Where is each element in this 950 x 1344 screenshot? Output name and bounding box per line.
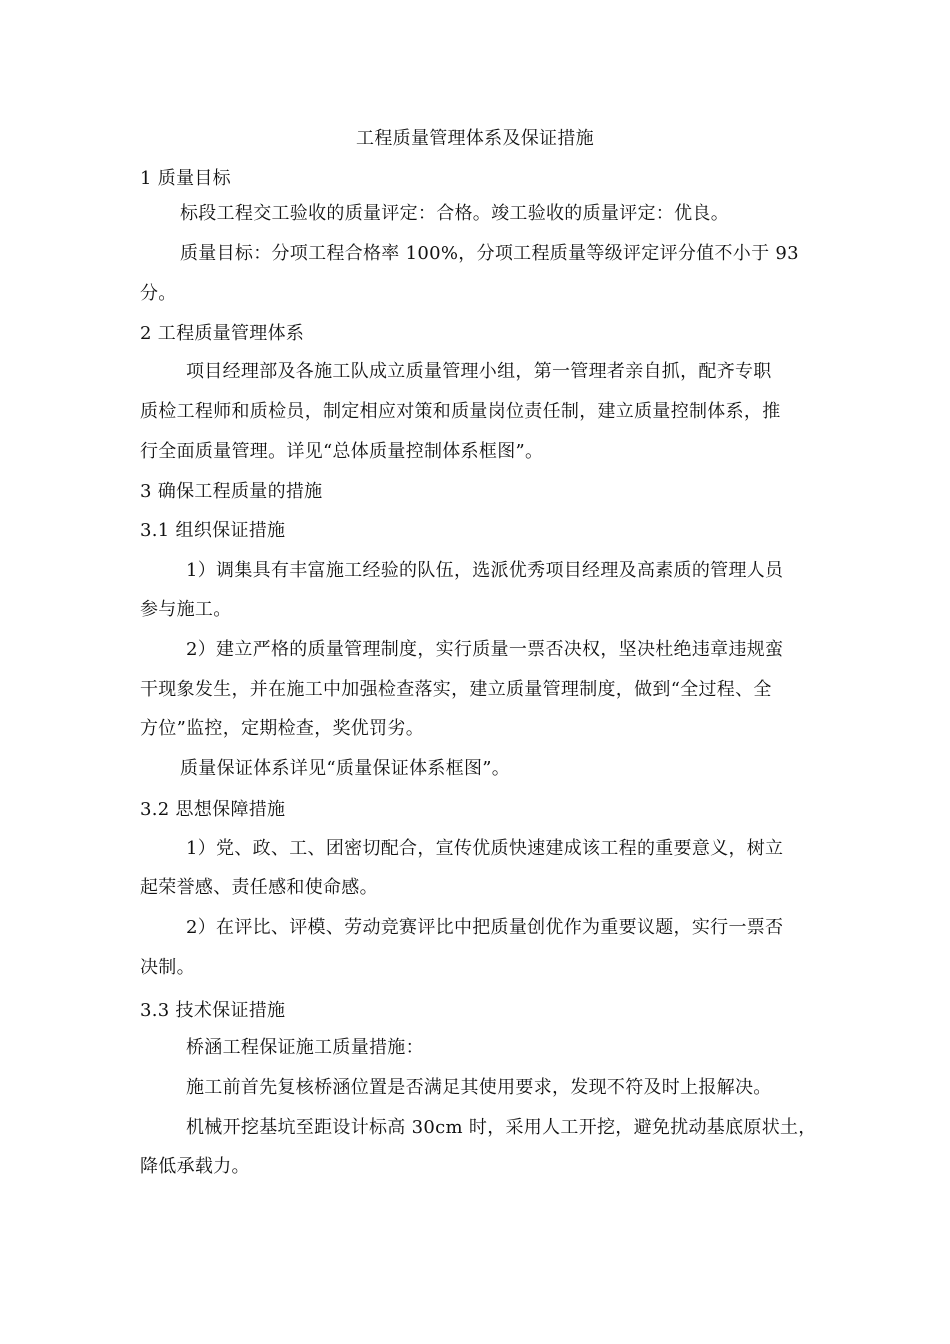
- section-heading: 2 工程质量管理体系: [140, 323, 305, 344]
- subsection-heading: 3.3 技术保证措施: [140, 1000, 286, 1021]
- paragraph-line: 标段工程交工验收的质量评定：合格。竣工验收的质量评定：优良。: [180, 203, 729, 224]
- paragraph-line: 1）党、政、工、团密切配合，宣传优质快速建成该工程的重要意义，树立: [186, 838, 784, 859]
- paragraph-line: 质检工程师和质检员，制定相应对策和质量岗位责任制，建立质量控制体系，推: [140, 401, 781, 422]
- section-heading: 3 确保工程质量的措施: [140, 481, 323, 502]
- paragraph-line: 行全面质量管理。详见“总体质量控制体系框图”。: [140, 441, 544, 462]
- paragraph-line: 干现象发生，并在施工中加强检查落实，建立质量管理制度，做到“全过程、全: [140, 679, 772, 700]
- paragraph-line: 1）调集具有丰富施工经验的队伍，选派优秀项目经理及高素质的管理人员: [186, 560, 784, 581]
- paragraph-line: 分。: [140, 283, 177, 304]
- paragraph-line: 决制。: [140, 957, 195, 978]
- subsection-heading: 3.1 组织保证措施: [140, 520, 286, 541]
- subsection-heading: 3.2 思想保障措施: [140, 799, 286, 820]
- paragraph-line: 桥涵工程保证施工质量措施：: [186, 1037, 424, 1058]
- page-title: 工程质量管理体系及保证措施: [356, 128, 594, 149]
- paragraph-line: 2）建立严格的质量管理制度，实行质量一票否决权，坚决杜绝违章违规蛮: [186, 639, 784, 660]
- paragraph-line: 方位”监控，定期检查，奖优罚劣。: [140, 718, 425, 739]
- section-heading: 1 质量目标: [140, 168, 231, 189]
- paragraph-line: 机械开挖基坑至距设计标高 30cm 时，采用人工开挖，避免扰动基底原状土，: [186, 1117, 817, 1138]
- paragraph-line: 参与施工。: [140, 599, 232, 620]
- paragraph-line: 2）在评比、评模、劳动竞赛评比中把质量创优作为重要议题，实行一票否: [186, 917, 784, 938]
- paragraph-line: 降低承载力。: [140, 1156, 250, 1177]
- paragraph-line: 质量保证体系详见“质量保证体系框图”。: [180, 758, 511, 779]
- paragraph-line: 质量目标：分项工程合格率 100%，分项工程质量等级评定评分值不小于 93: [180, 243, 799, 264]
- paragraph-line: 项目经理部及各施工队成立质量管理小组，第一管理者亲自抓，配齐专职: [186, 361, 772, 382]
- paragraph-line: 起荣誉感、责任感和使命感。: [140, 877, 378, 898]
- paragraph-line: 施工前首先复核桥涵位置是否满足其使用要求，发现不符及时上报解决。: [186, 1077, 772, 1098]
